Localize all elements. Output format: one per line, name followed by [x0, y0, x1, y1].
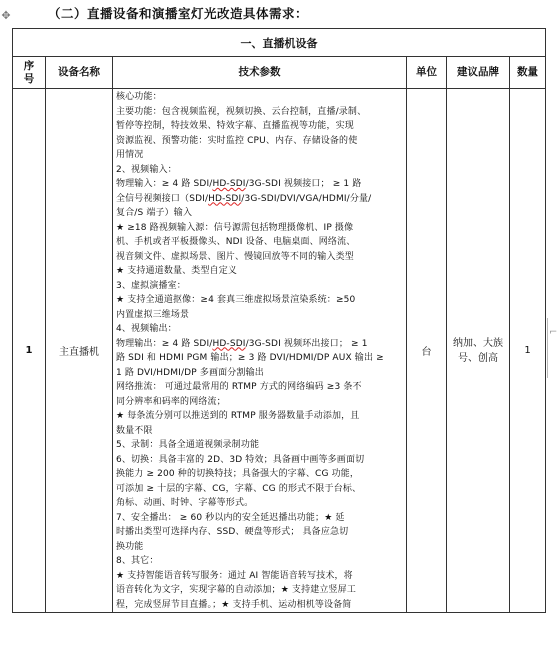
brand-line-1: 纳加、大族 — [453, 337, 503, 349]
table-section-title: 一、直播机设备 — [13, 29, 546, 57]
spec-line: 机、手机或者平板摄像头、NDI 设备、电脑桌面、网络流、 — [116, 237, 356, 247]
spec-line: 换能力 ≥ 200 种的切换特技；具备强大的字幕、CG 功能， — [116, 469, 360, 479]
header-no-label: 序 号 — [23, 59, 35, 85]
spec-line: 资源监视、预警功能：实时监控 CPU、内存、存储设备的使 — [116, 135, 358, 146]
corner-mark-icon: ⌐ — [549, 327, 558, 338]
spec-lines — [116, 90, 403, 612]
table-header-row — [13, 57, 546, 89]
move-handle-icon[interactable]: ✥ — [1, 9, 11, 22]
spec-line: 网络推流： 可通过最常用的 RTMP 方式的网络编码 ≥3 条不 — [116, 382, 362, 392]
spec-line: ★ ≥18 路视频输入源：信号源需包括物理摄像机、IP 摄像 — [116, 222, 354, 233]
spec-line: 复合/S 端子）输入 — [116, 208, 193, 218]
spec-line: 8、其它： — [116, 556, 159, 566]
row-device-name: 主直播机 — [46, 89, 113, 613]
row-spec — [113, 89, 407, 613]
spec-line: 暂停等控制，特技效果、特效字幕、直播监视等功能，实现 — [116, 121, 354, 131]
spec-line: 2、视频输入： — [116, 164, 177, 175]
spec-line: ★ 支持智能语音转写服务：通过 AI 智能语音转写技术，将 — [116, 570, 353, 581]
section-heading: （二）直播设备和演播室灯光改造具体需求： — [48, 6, 309, 21]
brand-line-2: 号、创高 — [458, 352, 498, 364]
spec-line: ★ 支持通道数量、类型自定义 — [116, 266, 238, 276]
spec-line: 语音转化为文字，实现字幕的自动添加；★ 支持建立竖屏工 — [116, 585, 356, 595]
spec-line: 核心功能： — [116, 92, 162, 102]
table-row — [13, 89, 546, 613]
spec-line: 用情况 — [116, 150, 144, 160]
spec-line: 程，完成竖屏节目直播。；★ 支持手机、运动相机等设备简 — [116, 599, 352, 610]
spec-line: 物理输入：≥ 4 路 SDI/HD-SDI/3G-SDI 视频接口； ≥ 1 路 — [116, 179, 362, 189]
spec-line: 7、安全播出： ≥ 60 秒以内的安全延迟播出功能；★ 延 — [116, 512, 345, 523]
spec-line: 数量不限 — [116, 425, 153, 436]
header-name: 设备名称 — [46, 57, 113, 89]
header-spec: 技术参数 — [113, 57, 407, 89]
spec-table — [12, 28, 546, 613]
header-no — [13, 57, 46, 89]
header-qty: 数量 — [510, 57, 546, 89]
spec-line: 1 路 DVI/HDMI/DP 多画面分割输出 — [116, 367, 264, 378]
spec-line: ★ 支持全通道抠像：≥4 套真三维虚拟场景渲染系统：≥50 — [116, 295, 356, 305]
row-qty: 1 — [510, 89, 546, 613]
spec-line: 内置虚拟三维场景 — [116, 309, 190, 320]
header-unit: 单位 — [407, 57, 447, 89]
spec-line: 5、录制：具备全通道视频录制功能 — [116, 440, 260, 450]
spec-line: 换功能 — [116, 541, 144, 552]
spec-line: 视音频文件、虚拟场景、图片、慢镜回放等不同的输入类型 — [116, 251, 354, 262]
spec-line: 时播出类型可选择内存、SSD、硬盘等形式； 具备应急切 — [116, 527, 349, 537]
spec-line: 6、切换：具备丰富的 2D、3D 特效；具备画中画等多画面切 — [116, 454, 365, 465]
spec-line: 4、视频输出： — [116, 324, 177, 334]
header-brand: 建议品牌 — [447, 57, 510, 89]
page-edge-line — [547, 318, 548, 378]
row-no: 1 — [13, 89, 46, 613]
spec-line: 可添加 ≥ 十层的字幕、CG，字幕、CG 的形式不限于台标、 — [116, 483, 362, 494]
spec-line: 3、虚拟演播室： — [116, 280, 186, 291]
row-unit: 台 — [407, 89, 447, 613]
spec-line: 全信号视频接口（SDI/HD-SDI/3G-SDI/DVI/VGA/HDMI/分量/ — [116, 193, 372, 204]
spec-line: 同分辨率和码率的网络流； — [116, 396, 226, 407]
spec-line: 角标、动画、时钟、字幕等形式。 — [116, 498, 254, 508]
spec-line: 物理输出：≥ 4 路 SDI/HD-SDI/3G-SDI 视频环出接口； ≥ 1 — [116, 338, 368, 349]
spec-line: 路 SDI 和 HDMI PGM 输出；≥ 3 路 DVI/HDMI/DP AUX 输出 ≥ — [116, 353, 384, 363]
spec-line: ★ 每条流分别可以推送到的 RTMP 服务器数量手动添加，且 — [116, 411, 360, 421]
spec-line: 主要功能：包含视频监视，视频切换、云台控制，直播/录制、 — [116, 106, 367, 117]
row-brand — [447, 89, 510, 613]
